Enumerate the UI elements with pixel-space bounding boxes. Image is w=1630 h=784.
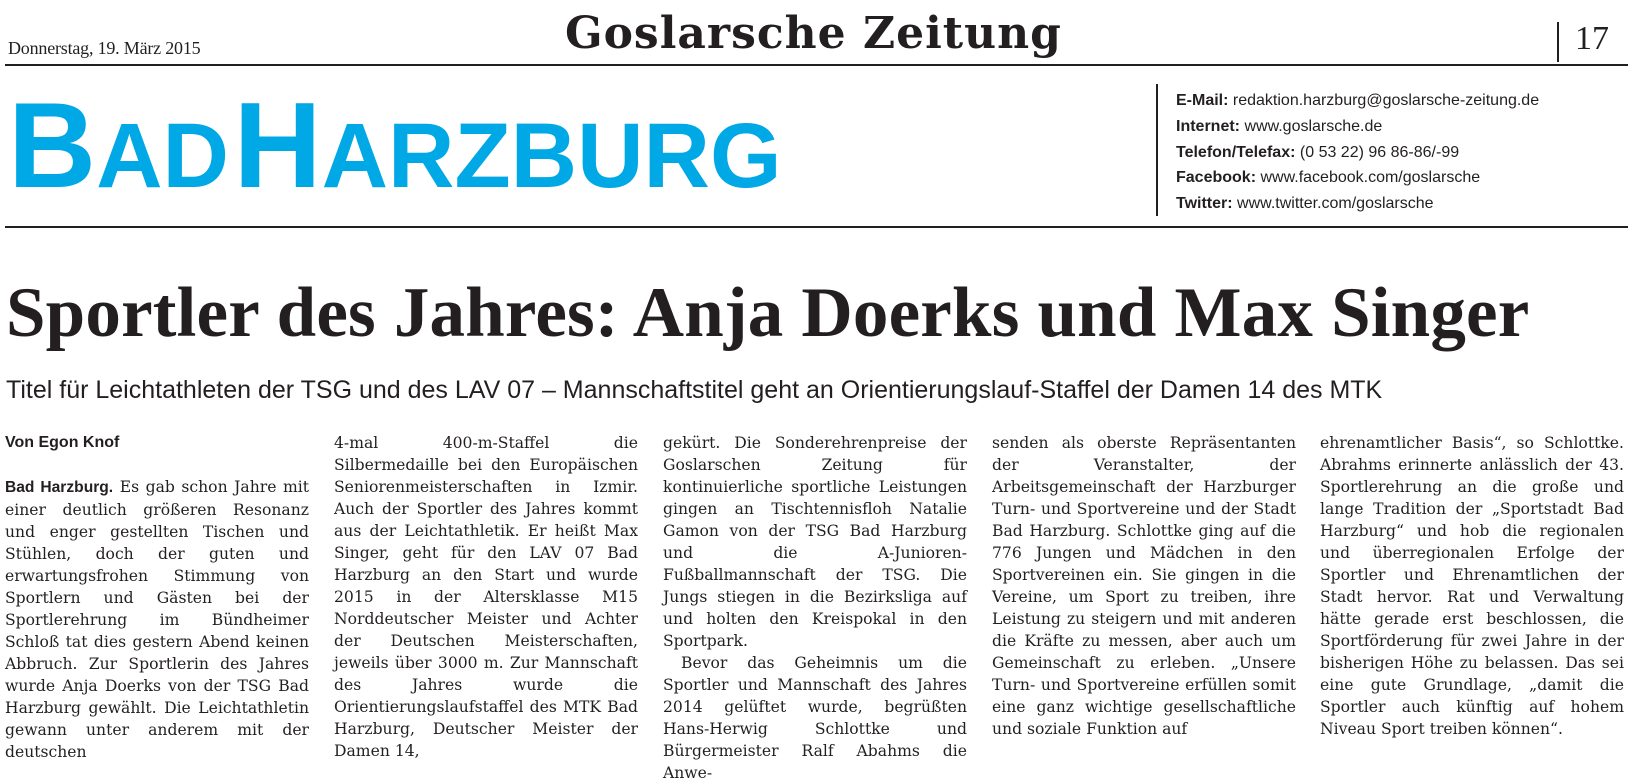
contact-divider bbox=[1156, 84, 1158, 216]
page-number-divider bbox=[1557, 22, 1559, 62]
article-paragraph: Bevor das Geheimnis um die Sportler und Mannschaft des Jahres 2014 gelüftet wurde, begrüßten Hans-Herwig Schlottke und Bürgermeister Ralf Abahms die Anwe- bbox=[663, 654, 967, 782]
contact-twitter-label: Twitter: bbox=[1176, 195, 1233, 213]
contact-email-value: redaktion.harzburg@goslarsche-zeitung.de bbox=[1232, 92, 1540, 109]
article-paragraph: 4-mal 400-m-Staffel die Silbermedaille bei den Europäischen Seniorenmeisterschaften in Izmir. Auch der Sportler des Jahres kommt aus der Leichtathletik. Er heißt Max Singer, geht für den LAV 07 Bad Harzburg an den Start und wurde 2015 in der Altersklasse M15 Norddeutscher Meister und Achter der Deutschen Meisterschaften, jeweils über 3000 m. Zur Mannschaft des Jahres wurde die Orientierungslaufstaffel des MTK Bad Harzburg, Deutscher Meister der Damen 14, bbox=[334, 434, 638, 760]
article-paragraph: senden als oberste Repräsentanten der Veranstalter, der Arbeitsgemeinschaft der Harzburger Turn- und Sportvereine und der Stadt Bad Harzburg. Schlottke ging auf die 776 Jungen und Mädchen in den Sportvereinen ein. Sie gingen in die Vereine, um Sport zu treiben, ihre Leistung zu steigern und mit anderen die Kräfte zu messen, aber auch um Gemeinschaft zu erleben. „Unsere Turn- und Sportvereine erfüllen somit eine ganz wichtige gesellschaftliche und soziale Funktion auf bbox=[992, 434, 1296, 738]
contact-internet-label: Internet: bbox=[1176, 117, 1240, 135]
contact-facebook-label: Facebook: bbox=[1176, 169, 1257, 187]
contact-facebook-value: www.facebook.com/goslarsche bbox=[1260, 169, 1481, 187]
issue-date: Donnerstag, 19. März 2015 bbox=[8, 38, 201, 58]
article-dateline: Bad Harzburg. bbox=[5, 479, 114, 496]
contact-email bbox=[1176, 88, 1539, 114]
article-column-1 bbox=[5, 432, 309, 763]
contact-phone bbox=[1176, 140, 1539, 166]
article-author: Von Egon Knof bbox=[5, 434, 120, 451]
contact-facebook bbox=[1176, 165, 1539, 191]
article-paragraph: gekürt. Die Sonderehrenpreise der Goslarschen Zeitung für kontinuierliche sportliche Leistungen gingen an Tischtennisfloh Natalie Gamon von der TSG Bad Harzburg und die A-Junioren-Fußballmannschaft der TSG. Die Jungs stiegen in die Bezirksliga auf und holten den Kreispokal in den Sportpark. bbox=[663, 434, 967, 650]
contact-email-label: E-Mail: bbox=[1176, 92, 1229, 109]
page-number: 17 bbox=[1575, 20, 1609, 57]
contact-phone-label: Telefon/Telefax: bbox=[1176, 143, 1296, 161]
article-text: Es gab schon Jahre mit einer deutlich größeren Resonanz und enger gestellten Tischen und Stühlen, doch der guten und erwartungsfrohen Stimmung von Sportlern und Gästen bei der Sportlerehrung im Bündheimer Schloß tat dies gestern Abend keinen Abbruch. Zur Sportlerin des Jahres wurde Anja Doerks von der TSG Bad Harzburg gewählt. Die Leichtathletin gewann unter anderem mit der deutschen bbox=[5, 478, 309, 761]
section-title-b: B bbox=[8, 77, 97, 213]
article-column-4 bbox=[992, 432, 1296, 740]
article-paragraph bbox=[5, 476, 309, 763]
article-headline: Sportler des Jahres: Anja Doerks und Max Singer bbox=[6, 274, 1530, 352]
section-title bbox=[8, 77, 782, 213]
article-column-3 bbox=[663, 432, 967, 784]
section-title-ad: AD bbox=[96, 105, 229, 207]
section-rule bbox=[5, 226, 1628, 228]
newspaper-masthead: Goslarsche Zeitung bbox=[565, 8, 1062, 59]
article-subheadline: Titel für Leichtathleten der TSG und des LAV 07 – Mannschaftstitel geht an Orientierungslauf-Staffel der Damen 14 des MTK bbox=[6, 376, 1383, 404]
article-paragraph: ehrenamtlicher Basis“, so Schlottke. Abrahms erinnerte anlässlich der 43. Sportlerehrung an die große und lange Tradition der „Sportstadt Bad Harzburg“ und hob die regionalen und überregionalen Erfolge der Sportler und Ehrenamtlichen der Stadt hervor. Rat und Verwaltung hätte gerade erst beschlossen, die Sportförderung für zwei Jahre in der bisherigen Höhe zu belassen. Das sei eine gute Grundlage, „damit die Sportler auch künftig auf hohem Niveau Sport treiben können“. bbox=[1320, 434, 1624, 738]
contact-internet bbox=[1176, 114, 1539, 140]
article-column-5 bbox=[1320, 432, 1624, 740]
article-column-2 bbox=[334, 432, 638, 762]
contact-phone-value: (0 53 22) 96 86-86/-99 bbox=[1299, 143, 1460, 161]
top-rule bbox=[5, 64, 1628, 66]
contact-twitter-value: www.twitter.com/goslarsche bbox=[1237, 195, 1434, 213]
contact-twitter bbox=[1176, 191, 1539, 217]
contact-box bbox=[1176, 88, 1539, 217]
section-title-arzburg: ARZBURG bbox=[321, 105, 782, 207]
contact-internet-value: www.goslarsche.de bbox=[1244, 117, 1383, 135]
section-title-h: H bbox=[233, 77, 322, 213]
